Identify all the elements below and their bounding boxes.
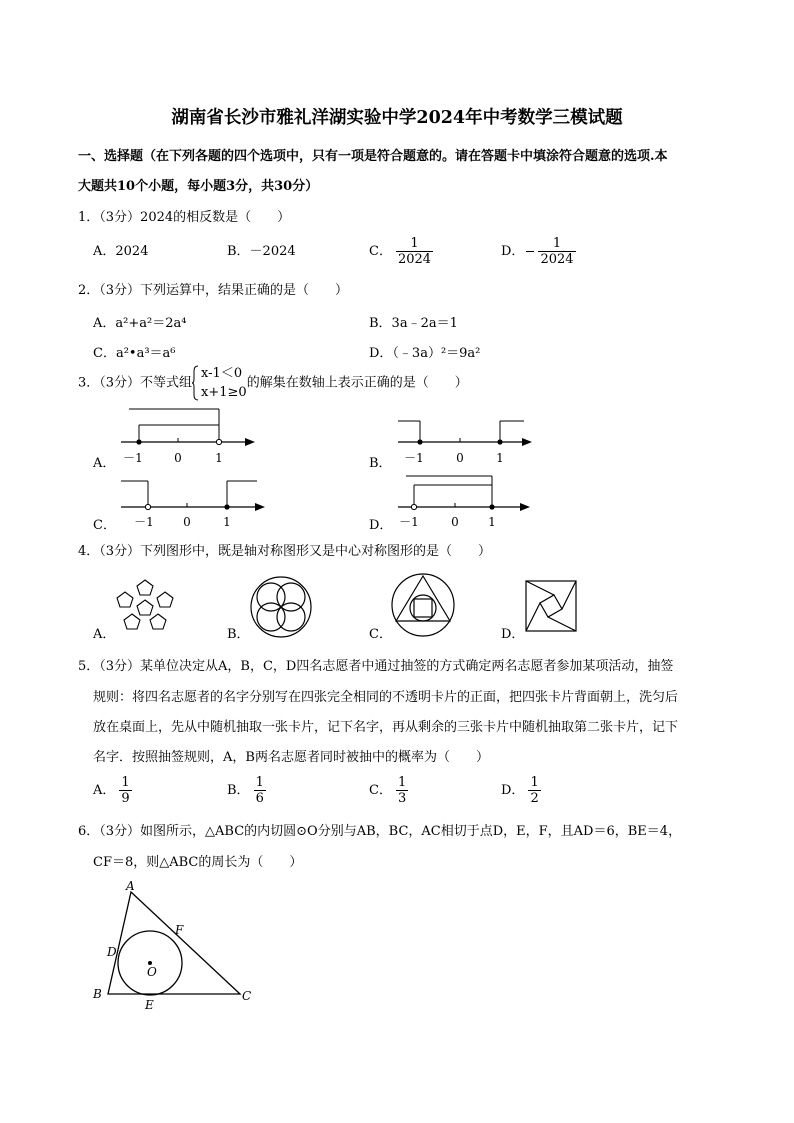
q3-option-a-number-line <box>115 405 255 467</box>
q4-option-a-label: A． <box>93 627 116 642</box>
q5-option-c-fraction <box>396 775 408 806</box>
q1-option-d-label: D． <box>501 244 525 259</box>
q3-inequality-1: x-1＜0 <box>201 366 243 381</box>
q5-option-a-label: A． <box>93 783 116 798</box>
q5-line1: 5．（3分）某单位决定从A，B，C，D四名志愿者中通过抽签的方式确定两名志愿者参加某项活动，抽签 <box>78 659 674 674</box>
tick-label-1: 1 <box>496 451 504 465</box>
q5-option-c <box>369 775 408 806</box>
q1-option-d-denominator: 2024 <box>540 252 574 267</box>
q1-option-c-denominator: 2024 <box>397 252 432 267</box>
q1-option-c-label: C． <box>369 244 392 259</box>
q3-option-c-number-line <box>115 472 265 532</box>
q5-option-b-numerator: 1 <box>255 775 264 790</box>
q2-option-b: B．3a﹣2a＝1 <box>369 316 458 331</box>
brace-icon <box>192 365 198 401</box>
q4-option-b-label: B． <box>227 627 250 642</box>
q5-line3: 放在桌面上，先从中随机抽取一张卡片，记下名字，再从剩余的三张卡片中随机抽取第二张卡片，记下 <box>93 720 679 735</box>
q2-option-c: C．a²•a³＝a⁶ <box>93 346 176 361</box>
q5-option-a-denominator: 9 <box>121 791 130 806</box>
tick-label-0: 0 <box>456 451 464 465</box>
q5-option-d-label: D． <box>501 783 525 798</box>
label-O: O <box>147 965 157 979</box>
q1-option-c-fraction <box>396 236 433 267</box>
four-circles-figure <box>249 575 313 639</box>
q2-option-d: D．（﹣3a）²＝9a² <box>369 346 481 361</box>
q5-option-b-fraction <box>254 775 266 806</box>
q5-option-b-denominator: 6 <box>255 791 264 806</box>
label-F: F <box>175 923 184 937</box>
q6-line1: 6．（3分）如图所示，△ABC的内切圆⊙O分别与AB，BC，AC相切于点D，E，F，且AD＝6，BE＝4， <box>78 824 682 839</box>
pinwheel-square-figure <box>524 579 578 633</box>
label-C: C <box>242 989 252 1003</box>
q5-option-a <box>93 775 132 806</box>
q1-option-c <box>369 236 433 267</box>
q3-option-d-number-line <box>392 472 532 532</box>
label-D: D <box>107 945 117 959</box>
q5-option-b-label: B． <box>227 783 250 798</box>
q5-option-c-numerator: 1 <box>397 775 407 790</box>
q5-option-d-fraction <box>528 775 540 806</box>
tick-label-0: 0 <box>183 515 191 529</box>
q3-stem <box>78 364 468 402</box>
q5-option-d-numerator: 1 <box>530 775 539 790</box>
page-title: 湖南省长沙市雅礼洋湖实验中学2024年中考数学三模试题 <box>171 108 623 128</box>
q4-stem: 4．（3分）下列图形中，既是轴对称图形又是中心对称图形的是（ ） <box>78 544 492 559</box>
tick-label-0: 0 <box>174 451 182 465</box>
q1-option-a: A．2024 <box>93 244 149 259</box>
q5-option-d-denominator: 2 <box>530 791 539 806</box>
q5-option-c-label: C． <box>369 783 392 798</box>
section-header-line2: 大题共10个小题，每小题3分，共30分） <box>78 179 319 194</box>
tick-label-1: 1 <box>223 515 231 529</box>
tick-label-1: 1 <box>488 515 496 529</box>
tick-label-1: 1 <box>215 451 223 465</box>
tick-label-neg1: －1 <box>404 451 424 465</box>
q1-stem: 1．（3分）2024的相反数是（ ） <box>78 210 291 225</box>
q3-option-b-number-line <box>392 405 532 467</box>
q1-option-b: B．－2024 <box>227 244 296 259</box>
q5-line4: 名字．按照抽签规则，A，B两名志愿者同时被抽中的概率为（ ） <box>93 750 489 765</box>
tick-label-neg1: －1 <box>134 515 154 529</box>
label-A: A <box>126 879 135 893</box>
q5-option-c-denominator: 3 <box>397 791 407 806</box>
q1-option-d-fraction <box>538 236 575 267</box>
q3-stem-pre: 3．（3分）不等式组 <box>78 375 193 391</box>
tick-label-0: 0 <box>451 515 459 529</box>
circle-triangle-square-figure <box>390 572 456 638</box>
q1-option-d-numerator: 1 <box>538 236 575 252</box>
section-header-line1: 一、选择题（在下列各题的四个选项中，只有一项是符合题意的。请在答题卡中填涂符合题意的选项.本 <box>78 149 668 164</box>
tick-label-neg1: －1 <box>399 515 419 529</box>
q6-line2: CF＝8，则△ABC的周长为（ ） <box>93 855 303 870</box>
q4-option-c-label: C． <box>369 627 392 642</box>
label-E: E <box>145 998 154 1012</box>
q1-option-c-numerator: 1 <box>396 236 433 252</box>
q3-option-a-label: A． <box>93 456 116 471</box>
q5-option-a-numerator: 1 <box>121 775 130 790</box>
q1-option-d-minus-sign <box>526 251 534 252</box>
q2-stem: 2．（3分）下列运算中，结果正确的是（ ） <box>78 283 349 298</box>
q3-stem-post: 的解集在数轴上表示正确的是（ ） <box>246 375 468 391</box>
q3-inequality-system <box>192 364 247 402</box>
q5-line2: 规则：将四名志愿者的名字分别写在四张完全相同的不透明卡片的正面，把四张卡片背面朝上，洗匀后 <box>93 690 679 705</box>
five-pentagons-figure <box>112 578 178 636</box>
q4-option-d-label: D． <box>501 627 525 642</box>
q5-option-a-fraction <box>119 775 131 806</box>
triangle-incircle-figure <box>88 876 260 1014</box>
tick-label-neg1: －1 <box>123 451 143 465</box>
q3-option-b-label: B． <box>369 456 392 471</box>
q5-option-b <box>227 775 266 806</box>
q3-option-c-label: C． <box>93 518 116 533</box>
label-B: B <box>93 987 102 1001</box>
q5-option-d <box>501 775 541 806</box>
q2-option-a: A．a²+a²＝2a⁴ <box>93 316 187 331</box>
q3-option-d-label: D． <box>369 518 393 533</box>
q1-option-d <box>501 236 576 267</box>
q3-inequality-2: x+1≥0 <box>201 385 247 400</box>
